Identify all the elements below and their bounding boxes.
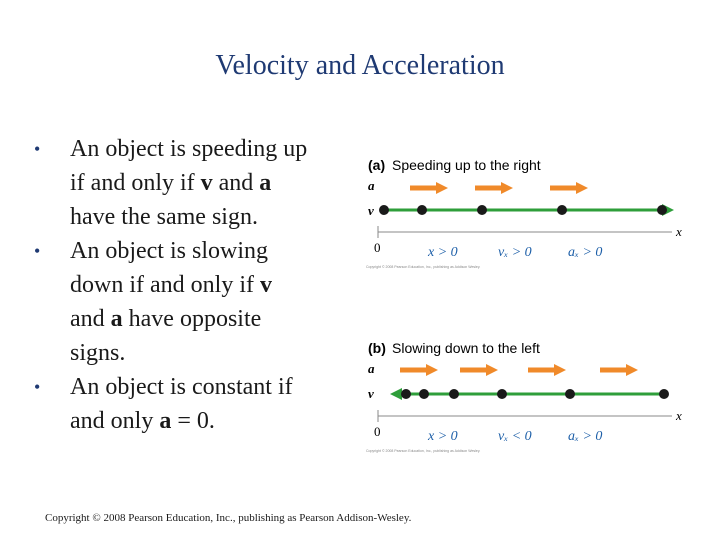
panel-a-velocity-label: v (368, 203, 374, 218)
position-dot (565, 389, 575, 399)
position-dot (557, 205, 567, 215)
bullet-1-text: if and only if (70, 170, 201, 196)
velocity-arrowhead (390, 388, 402, 400)
panel-b-slowing-down (366, 340, 682, 453)
accel-arrowhead (554, 364, 566, 376)
bullet-icon: • (34, 139, 41, 159)
panel-b-velocity-label: v (368, 386, 374, 401)
origin-label: 0 (374, 424, 381, 439)
bullet-item-2 (30, 234, 365, 370)
position-dot (657, 205, 667, 215)
x-axis-label: x (676, 408, 682, 423)
position-dot (417, 205, 427, 215)
position-dot (401, 389, 411, 399)
position-dot (477, 205, 487, 215)
bold-a: a (110, 306, 123, 332)
bullet-2-text: down if and only if (70, 272, 260, 298)
bullet-item-3 (30, 370, 365, 438)
panel-a-heading: Speeding up to the right (392, 157, 541, 173)
bold-a: a (159, 408, 172, 434)
condition-vx: vₓ < 0 (498, 429, 532, 444)
accel-arrowhead (436, 182, 448, 194)
bullet-2-text: have opposite (122, 306, 262, 332)
condition-ax: aₓ > 0 (568, 245, 603, 260)
position-dot (497, 389, 507, 399)
bullet-icon: • (34, 377, 41, 397)
position-dot (659, 389, 669, 399)
bullet-icon: • (34, 241, 41, 261)
condition-x: x > 0 (428, 429, 458, 444)
bullet-3-text: and only (70, 408, 160, 434)
panel-b-accel-label: a (368, 361, 375, 376)
accel-arrowhead (626, 364, 638, 376)
bullet-2-line-4: signs. (70, 340, 126, 366)
bullet-item-1 (30, 132, 365, 234)
panel-a-letter: (a) (368, 157, 386, 173)
slide-title: Velocity and Acceleration (215, 50, 505, 81)
bullet-2-text: and (70, 306, 111, 332)
panel-a-credit: Copyright © 2008 Pearson Education, Inc., publishing as Addison Wesley. (366, 265, 481, 269)
bullet-list (30, 132, 365, 438)
bold-v: v (259, 272, 272, 298)
panel-b-letter: (b) (368, 340, 386, 356)
condition-x: x > 0 (428, 245, 458, 260)
panel-a-speeding-up (366, 157, 682, 269)
accel-arrowhead (576, 182, 588, 194)
bullet-3-line-1: An object is constant if (70, 374, 293, 400)
condition-ax: aₓ > 0 (568, 429, 603, 444)
x-axis-label: x (676, 224, 682, 239)
accel-arrowhead (486, 364, 498, 376)
bold-a: a (259, 170, 272, 196)
origin-label: 0 (374, 240, 381, 255)
accel-arrowhead (501, 182, 513, 194)
bullet-1-line-3: have the same sign. (70, 204, 258, 230)
condition-vx: vₓ > 0 (498, 245, 532, 260)
bullet-1-text: and (212, 170, 260, 196)
bullet-3-text: = 0. (171, 408, 215, 434)
position-dot (419, 389, 429, 399)
copyright-footer: Copyright © 2008 Pearson Education, Inc., publishing as Pearson Addison-Wesley. (45, 512, 412, 524)
motion-diagram-figure (360, 140, 700, 460)
bullet-2-line-1: An object is slowing (70, 238, 268, 264)
panel-a-accel-label: a (368, 178, 375, 193)
position-dot (379, 205, 389, 215)
panel-b-credit: Copyright © 2008 Pearson Education, Inc., publishing as Addison Wesley. (366, 449, 481, 453)
accel-arrowhead (426, 364, 438, 376)
panel-b-heading: Slowing down to the left (392, 340, 540, 356)
position-dot (449, 389, 459, 399)
bullet-1-line-1: An object is speeding up (70, 136, 308, 162)
bold-v: v (200, 170, 213, 196)
